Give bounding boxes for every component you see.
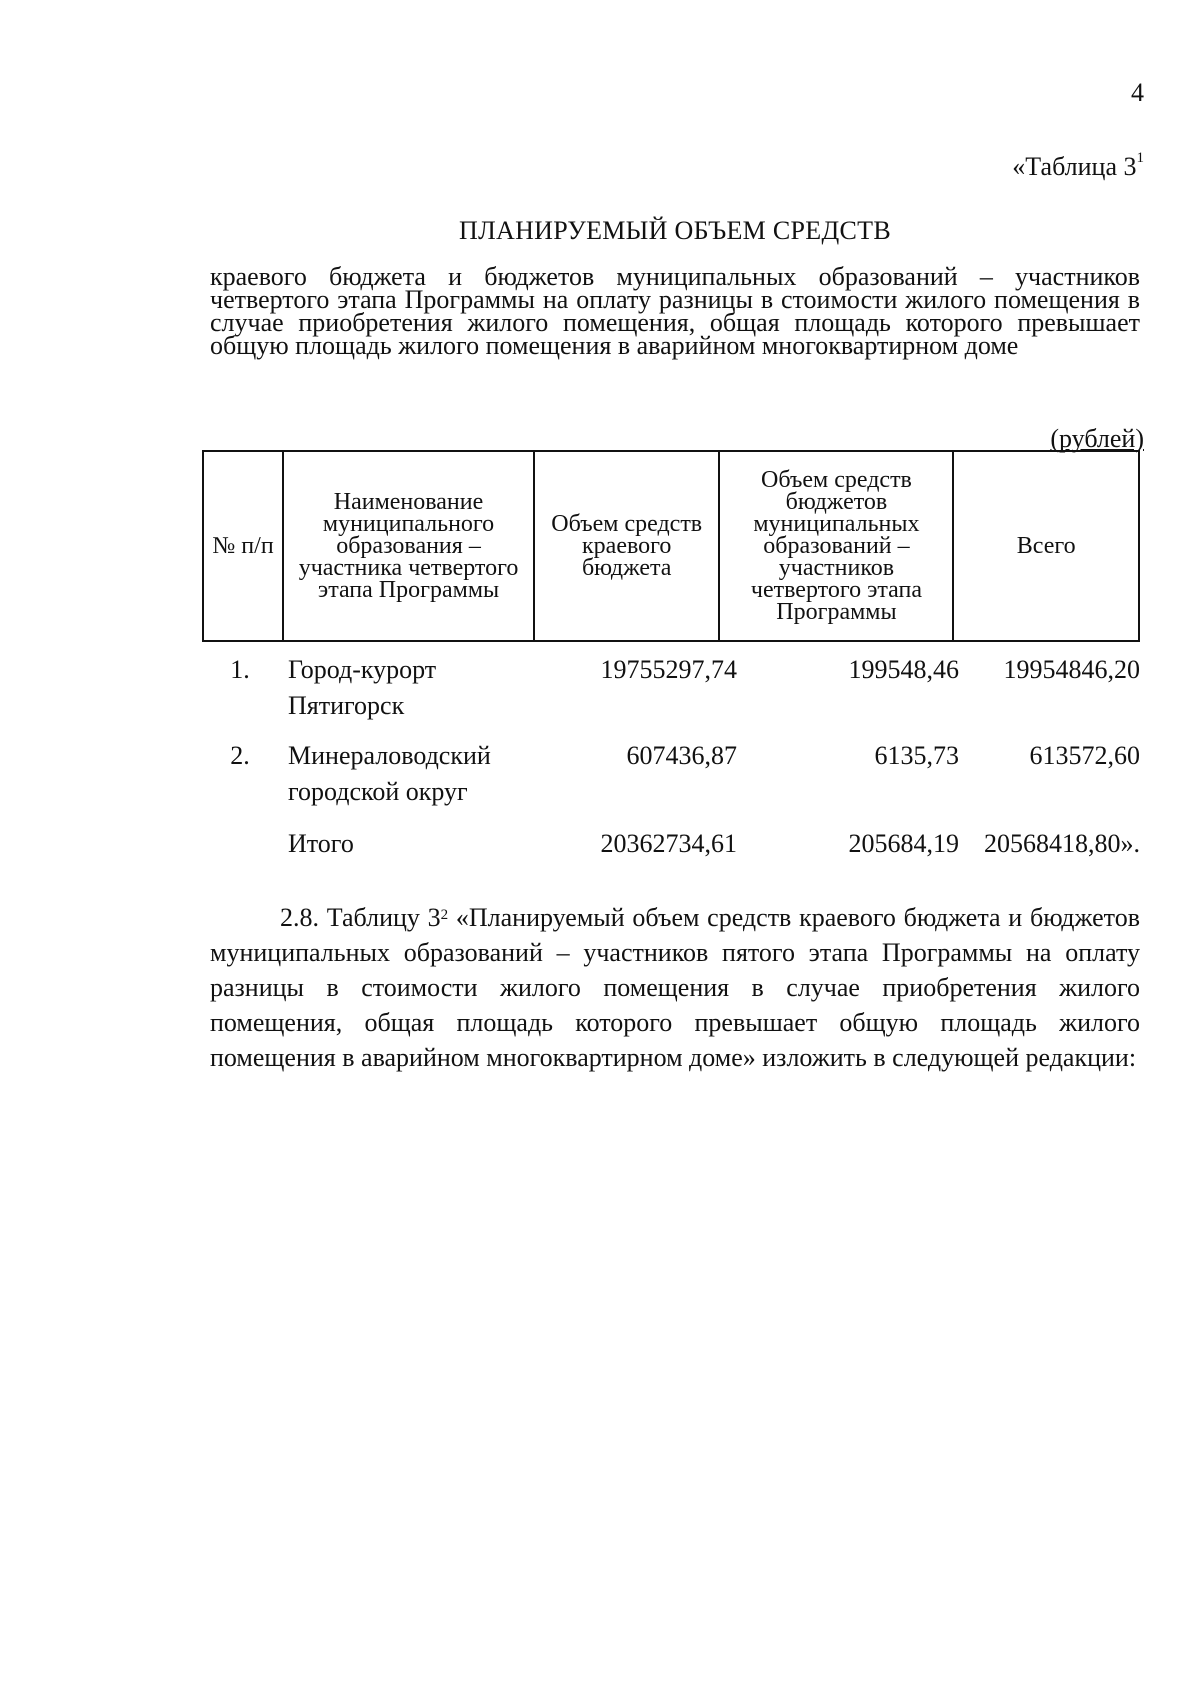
units-label: (рублей)	[1050, 424, 1144, 453]
header-total: Всего	[953, 451, 1139, 641]
paragraph-superscript: 2	[440, 907, 449, 923]
table-total-row	[202, 824, 1140, 862]
row-total: 19954846,20	[1003, 655, 1140, 684]
row-municipal-budgets: 199548,46	[848, 655, 959, 684]
table-reference	[1012, 152, 1144, 182]
total-municipal-budgets: 205684,19	[848, 829, 959, 858]
row-regional-budget: 607436,87	[626, 741, 737, 770]
header-municipality: Наименование муниципального образования – участника четвертого этапа Программы	[283, 451, 534, 641]
paragraph-text: «Планируемый объем средств краевого бюджета и бюджетов муниципальных образований – участников пятого этапа Программы на оплату разницы в стоимости жилого помещения в случае приобретения жилого помещения, общая площадь которого превышает общую площадь жилого помещения в аварийном многоквартирном доме» изложить в следующей редакции:	[210, 903, 1140, 1072]
total-sum: 20568418,80».	[984, 829, 1140, 858]
row-total: 613572,60	[1029, 741, 1140, 770]
header-municipal-budgets: Объем средств бюджетов муниципальных образований – участников четвертого этапа Программы	[719, 451, 953, 641]
document-heading: ПЛАНИРУЕМЫЙ ОБЪЕМ СРЕДСТВ	[459, 216, 891, 245]
row-municipality: Город-курорт Пятигорск	[288, 655, 437, 720]
row-municipal-budgets: 6135,73	[874, 741, 959, 770]
paragraph-start: 2.8. Таблицу 3	[280, 903, 441, 932]
total-regional-budget: 20362734,61	[600, 829, 737, 858]
table-reference-superscript: 1	[1136, 150, 1144, 166]
header-row	[203, 451, 1139, 641]
total-label: Итого	[288, 829, 354, 858]
amendment-paragraph	[210, 900, 1140, 1075]
table-body	[202, 652, 1140, 862]
table-reference-text: «Таблица 3	[1012, 152, 1137, 181]
row-municipality: Минераловодский городской округ	[288, 741, 491, 806]
header-number: № п/п	[203, 451, 283, 641]
row-regional-budget: 19755297,74	[600, 655, 737, 684]
row-number: 1.	[230, 655, 250, 684]
table-row	[202, 724, 1140, 824]
header-regional-budget: Объем средств краевого бюджета	[534, 451, 720, 641]
table-row	[202, 652, 1140, 724]
row-number: 2.	[230, 741, 250, 770]
page-number: 4	[1131, 78, 1144, 107]
table-header	[202, 450, 1140, 642]
table-subtitle: краевого бюджета и бюджетов муниципальных образований – участников четвертого этапа Программы на оплату разницы в стоимости жилого помещения в случае приобретения жилого помещения, общая площадь которого превышает общую площадь жилого помещения в аварийном многоквартирном доме	[210, 262, 1140, 360]
